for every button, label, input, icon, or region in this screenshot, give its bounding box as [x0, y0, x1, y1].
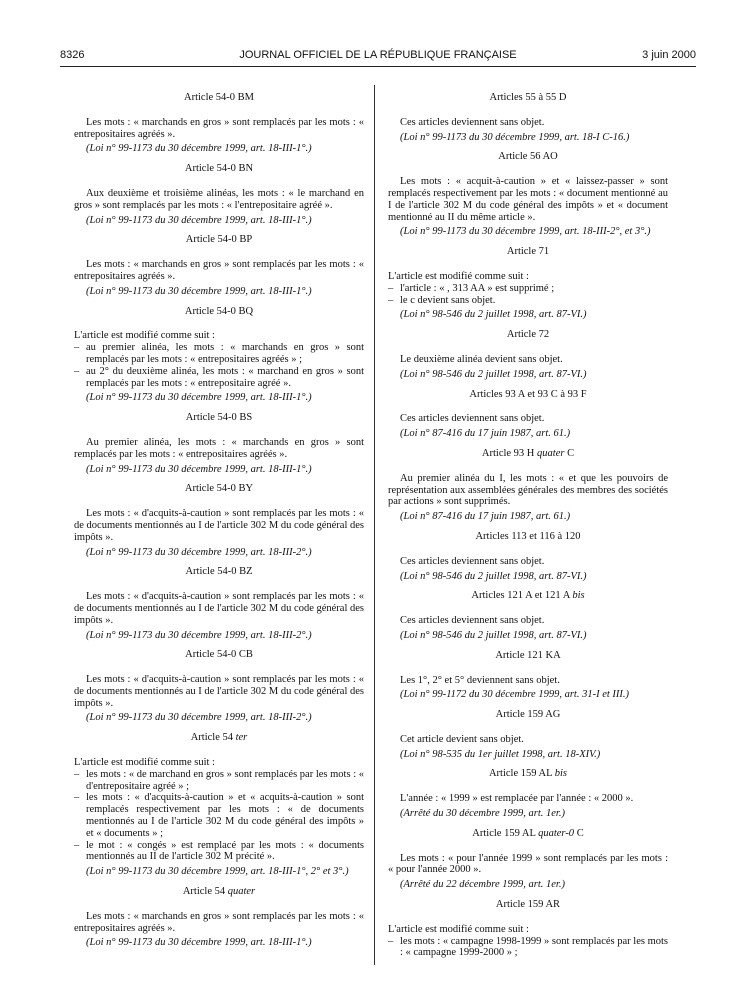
- article-title: Articles 121 A et 121 A bis: [471, 590, 585, 602]
- article-text: Au premier alinéa, les mots : « marchands en gros » sont remplacés par les mots : « entrepositaires agréés ».: [74, 436, 364, 460]
- list-item: – le mot : « congés » est remplacé par les mots : « documents mentionnés au II de l'article 302 M précité ».: [74, 840, 364, 864]
- page-header: [60, 49, 696, 65]
- article-title: Article 72: [506, 329, 550, 341]
- amendment-list: [388, 283, 668, 307]
- article-block: [388, 448, 668, 523]
- journal-title: JOURNAL OFFICIEL DE LA RÉPUBLIQUE FRANÇAISE: [239, 49, 517, 61]
- legal-reference: (Loi n° 87-416 du 17 juin 1987, art. 61.): [400, 511, 571, 523]
- article-text: Les mots : « d'acquits-à-caution » sont remplacés par les mots : « de documents mentionnés au I de l'article 302 M du code général des impôts ».: [74, 674, 364, 709]
- article-block: [74, 92, 364, 155]
- article-block: [388, 590, 668, 641]
- article-block: [388, 389, 668, 440]
- article-title: Article 54-0 BZ: [185, 566, 253, 578]
- article-block: [74, 306, 364, 405]
- article-block: [74, 163, 364, 226]
- article-title: Article 54-0 BS: [185, 412, 253, 424]
- legal-reference: (Loi n° 98-546 du 2 juillet 1998, art. 87-VI.): [400, 368, 587, 380]
- article-text: Ces articles deviennent sans objet.: [400, 615, 545, 627]
- article-text: L'article est modifié comme suit :: [74, 757, 215, 769]
- article-block: [388, 92, 668, 143]
- left-column: [74, 92, 364, 957]
- article-text: Ces articles deviennent sans objet.: [400, 555, 545, 567]
- legal-reference: (Loi n° 99-1173 du 30 décembre 1999, art. 18-III-1°.): [86, 463, 312, 475]
- article-block: [388, 709, 668, 760]
- article-title: Articles 93 A et 93 C à 93 F: [469, 388, 587, 400]
- article-title: Article 54 ter: [190, 732, 248, 744]
- legal-reference: (Loi n° 98-546 du 2 juillet 1998, art. 87-VI.): [400, 570, 587, 582]
- legal-reference: (Loi n° 99-1173 du 30 décembre 1999, art. 18-III-2°.): [86, 546, 312, 558]
- article-text: L'article est modifié comme suit :: [388, 270, 529, 282]
- list-item: – les mots : « de marchand en gros » sont remplacés par les mots : « d'entrepositaire agréé » ;: [74, 769, 364, 793]
- column-divider: [374, 85, 375, 965]
- article-text: Les mots : « marchands en gros » sont remplacés par les mots : « entrepositaires agréés ».: [74, 910, 364, 934]
- article-block: [388, 151, 668, 238]
- article-title: Article 54-0 BQ: [184, 305, 254, 317]
- article-text: Ces articles deviennent sans objet.: [400, 116, 545, 128]
- legal-reference: (Loi n° 99-1173 du 30 décembre 1999, art. 18-III-2°, et 3°.): [400, 226, 651, 238]
- page-number: 8326: [60, 49, 85, 61]
- legal-reference: (Loi n° 87-416 du 17 juin 1987, art. 61.): [400, 428, 571, 440]
- article-title: Article 54-0 CB: [185, 649, 253, 661]
- article-text: L'année : « 1999 » est remplacée par l'année : « 2000 ».: [400, 793, 634, 805]
- article-block: [388, 650, 668, 701]
- article-text: Ces articles deviennent sans objet.: [400, 413, 545, 425]
- article-title: Article 54-0 BP: [185, 234, 253, 246]
- article-block: [388, 246, 668, 321]
- article-title: Article 54-0 BN: [184, 163, 254, 175]
- legal-reference: (Loi n° 99-1172 du 30 décembre 1999, art. 31-I et III.): [400, 689, 630, 701]
- article-block: [74, 412, 364, 475]
- amendment-list: [388, 936, 668, 960]
- article-title: Article 54 quater: [182, 886, 256, 898]
- header-rule: [60, 66, 696, 67]
- article-title: Article 159 AR: [495, 899, 561, 911]
- article-block: [74, 566, 364, 641]
- article-text: Les 1°, 2° et 5° deviennent sans objet.: [400, 674, 560, 686]
- article-title: Article 71: [506, 246, 550, 258]
- article-block: [74, 886, 364, 949]
- legal-reference: (Loi n° 98-535 du 1er juillet 1998, art. 18-XIV.): [400, 748, 601, 760]
- article-title-italic: quater-0: [538, 827, 575, 839]
- article-text: Les mots : « marchands en gros » sont remplacés par les mots : « entrepositaires agréés ».: [74, 259, 364, 282]
- article-block: [74, 234, 364, 297]
- article-title: Article 159 AL bis: [488, 768, 568, 780]
- legal-reference: (Loi n° 99-1173 du 30 décembre 1999, art. 18-III-1°, 2° et 3°.): [86, 866, 349, 878]
- article-title: Article 56 AO: [498, 151, 558, 163]
- list-item: – au 2° du deuxième alinéa, les mots : « marchand en gros » sont remplacés par les mots : « entrepositaire agréé ».: [74, 366, 364, 390]
- article-title-italic: bis: [572, 590, 585, 602]
- article-block: [388, 828, 668, 891]
- legal-reference: (Loi n° 99-1173 du 30 décembre 1999, art. 18-III-1°.): [86, 285, 312, 297]
- amendment-list: [74, 769, 364, 863]
- legal-reference: (Loi n° 99-1173 du 30 décembre 1999, art. 18-III-1°.): [86, 392, 312, 404]
- list-item: – les mots : « d'acquits-à-caution » et « acquits-à-caution » sont remplacés respectivement par les mots : « de documents mentionnés au I de l'article 302 M du code général des impôts » et « documents » ;: [74, 792, 364, 839]
- article-title: Articles 113 et 116 à 120: [475, 530, 581, 542]
- article-title: Article 159 AG: [495, 709, 561, 721]
- article-block: [74, 649, 364, 724]
- legal-reference: (Arrêté du 22 décembre 1999, art. 1er.): [400, 879, 565, 891]
- article-text: L'article est modifié comme suit :: [74, 330, 215, 342]
- article-title: Article 93 H quater C: [481, 447, 575, 459]
- legal-reference: (Loi n° 99-1173 du 30 décembre 1999, art. 18-III-2°.): [86, 712, 312, 724]
- article-title-italic: bis: [554, 768, 568, 780]
- article-text: Les mots : « d'acquits-à-caution » sont remplacés par les mots : « de documents mentionnés au I de l'article 302 M du code général des impôts ».: [74, 508, 364, 543]
- article-text: L'article est modifié comme suit :: [388, 923, 529, 935]
- article-text: Les mots : « marchands en gros » sont remplacés par les mots : « entrepositaires agréés ».: [74, 116, 364, 140]
- legal-reference: (Loi n° 99-1173 du 30 décembre 1999, art. 18-III-1°.): [86, 214, 312, 226]
- article-title-italic: quater: [537, 447, 565, 459]
- list-item: – l'article : « , 313 AA » est supprimé ;: [388, 283, 668, 295]
- article-text: Les mots : « acquit-à-caution » et « laissez-passer » sont remplacés respectivement par les mots : « document mentionné au I de l'article 302 M du code général des impôts » et « document mentionné au II du même article ».: [388, 176, 668, 223]
- article-block: [388, 899, 668, 959]
- right-column: [388, 92, 668, 967]
- article-block: [74, 483, 364, 558]
- article-title: Articles 55 à 55 D: [489, 92, 567, 103]
- article-block: [388, 531, 668, 582]
- list-item: – le c devient sans objet.: [388, 295, 668, 307]
- article-text: Les mots : « d'acquits-à-caution » sont remplacés par les mots : « de documents mentionnés au I de l'article 302 M du code général des impôts ».: [74, 591, 364, 626]
- article-text: Aux deuxième et troisième alinéas, les mots : « le marchand en gros » sont remplacés par les mots : « l'entrepositaire agréé ».: [74, 187, 364, 211]
- list-item: – au premier alinéa, les mots : « marchands en gros » sont remplacés par les mots : « entrepositaires agréés » ;: [74, 342, 364, 366]
- article-text: Cet article devient sans objet.: [400, 733, 524, 745]
- legal-reference: (Loi n° 99-1173 du 30 décembre 1999, art. 18-I C-16.): [400, 131, 630, 143]
- amendment-list: [74, 342, 364, 389]
- list-item: – les mots : « campagne 1998-1999 » sont remplacés par les mots : « campagne 1999-2000 » ;: [388, 936, 668, 960]
- article-title: Article 121 KA: [495, 649, 561, 661]
- legal-reference: (Loi n° 98-546 du 2 juillet 1998, art. 87-VI.): [400, 309, 587, 321]
- legal-reference: (Loi n° 99-1173 du 30 décembre 1999, art. 18-III-1°.): [86, 937, 312, 949]
- article-text: Les mots : « pour l'année 1999 » sont remplacés par les mots : « pour l'année 2000 ».: [388, 852, 668, 876]
- article-title: Article 159 AL quater-0 C: [472, 827, 584, 839]
- article-title: Article 54-0 BM: [184, 92, 254, 103]
- article-title-italic: quater: [227, 886, 256, 898]
- legal-reference: (Loi n° 99-1173 du 30 décembre 1999, art. 18-III-1°.): [86, 143, 312, 155]
- article-text: Au premier alinéa du I, les mots : « et que les pouvoirs de représentation aux assemblées générales des membres des sociétés par actions » sont supprimés.: [388, 472, 668, 508]
- issue-date: 3 juin 2000: [642, 49, 696, 61]
- article-block: [74, 732, 364, 878]
- article-title: Article 54-0 BY: [184, 483, 254, 495]
- article-block: [388, 768, 668, 819]
- article-text: Le deuxième alinéa devient sans objet.: [400, 353, 563, 365]
- legal-reference: (Loi n° 98-546 du 2 juillet 1998, art. 87-VI.): [400, 629, 587, 641]
- legal-reference: (Loi n° 99-1173 du 30 décembre 1999, art. 18-III-2°.): [86, 629, 312, 641]
- article-title-italic: ter: [235, 732, 248, 744]
- article-block: [388, 329, 668, 380]
- legal-reference: (Arrêté du 30 décembre 1999, art. 1er.): [400, 808, 565, 820]
